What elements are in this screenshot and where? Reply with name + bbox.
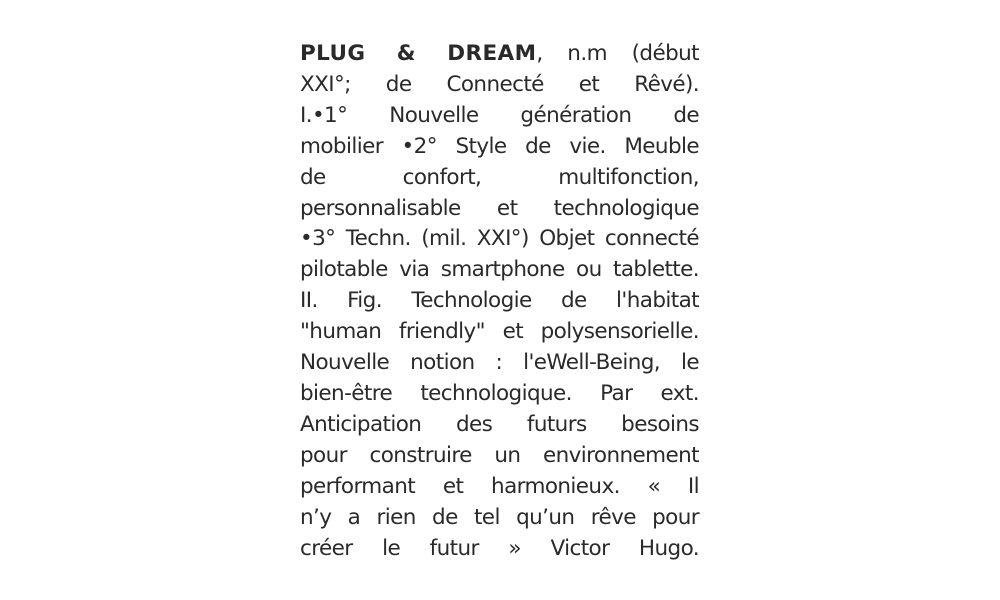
definition-line-8: pilotable via smartphone ou tablette. <box>300 257 699 283</box>
headword: PLUG & DREAM <box>300 41 537 66</box>
definition-line-9: II. Fig. Technologie de l'habitat <box>300 288 699 314</box>
definition-line-17: créer le futur » Victor Hugo. <box>300 535 699 561</box>
definition-line-4: mobilier •2° Style de vie. Meuble <box>300 133 699 159</box>
definition-line-5: de confort, multifonction, <box>300 164 699 190</box>
definition-line-6: personnalisable et technologique <box>300 195 699 221</box>
definition-line-13: Anticipation des futurs besoins <box>300 411 699 437</box>
definition-line-11: Nouvelle notion : l'eWell-Being, le <box>300 350 699 376</box>
definition-line-15: performant et harmonieux. « Il <box>300 473 699 499</box>
definition-line-2: XXI°; de Connecté et Rêvé). <box>300 71 699 97</box>
dictionary-definition <box>300 39 699 564</box>
definition-line-12: bien-être technologique. Par ext. <box>300 380 699 406</box>
definition-line-14: pour construire un environnement <box>300 442 699 468</box>
definition-line-3: I.•1° Nouvelle génération de <box>300 102 699 128</box>
definition-line-1 <box>300 39 699 70</box>
definition-line-10: "human friendly" et polysensorielle. <box>300 319 699 345</box>
definition-line-7: •3° Techn. (mil. XXI°) Objet connecté <box>300 226 699 252</box>
definition-line-16: n’y a rien de tel qu’un rêve pour <box>300 504 699 530</box>
definition-line-1-text: , n.m (début <box>536 41 699 66</box>
